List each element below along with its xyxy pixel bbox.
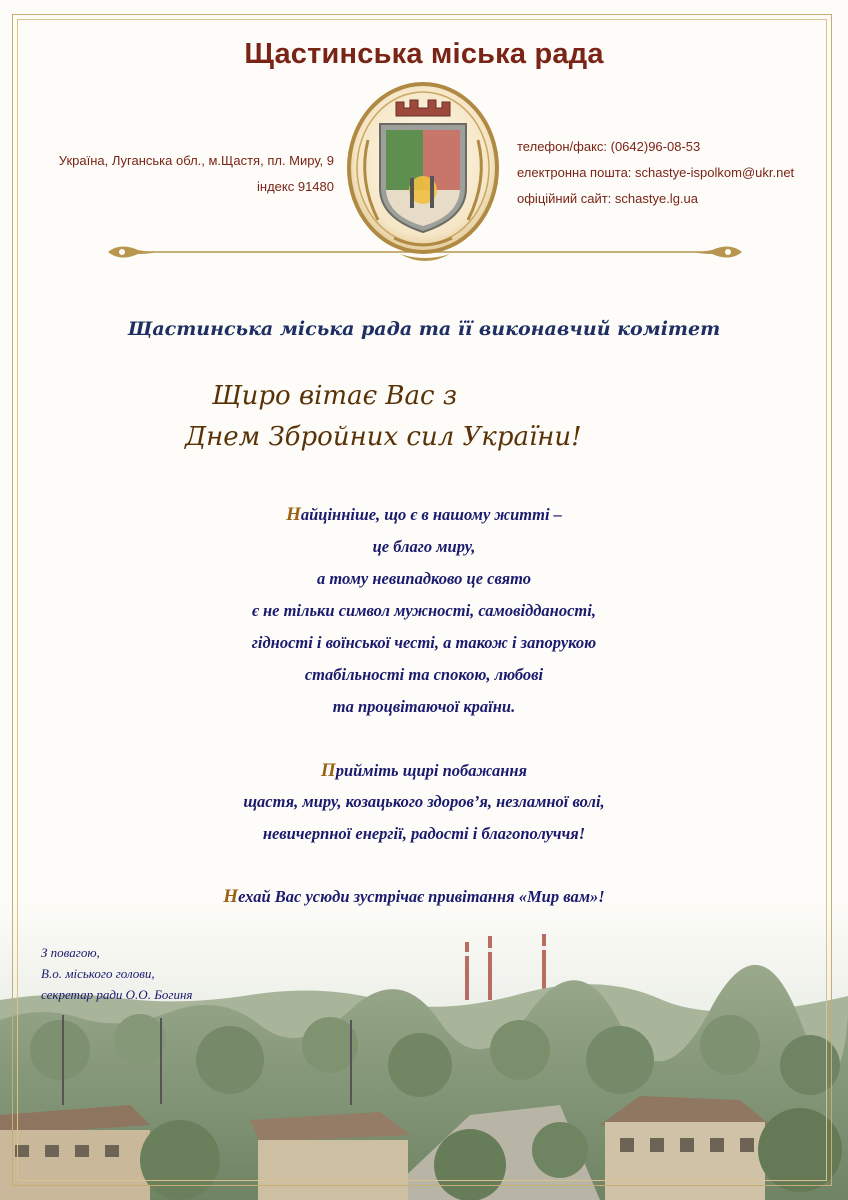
greeting-subtitle: Щастинська міська рада та її виконавчий комітет xyxy=(127,318,721,340)
drop-cap: П xyxy=(320,760,336,781)
phone-fax: телефон/факс: (0642)96-08-53 xyxy=(517,139,701,154)
city-coat-of-arms xyxy=(344,80,502,270)
paragraph-1-first-line xyxy=(60,504,788,526)
greeting-line-1: Щиро вітає Вас з xyxy=(212,381,458,411)
paragraph-1-line: є не тільки символ мужності, самовідданості, xyxy=(252,601,596,620)
paragraph-1-line: гідності і воїнської честі, а також і запорукою xyxy=(251,633,597,652)
paragraph-2-line: невичерпної енергії, радості і благополуччя! xyxy=(262,824,586,843)
paragraph-2-first-line xyxy=(60,760,788,782)
paragraph-3-text: ехай Вас усюди зустрічає привітання «Мир вам»! xyxy=(238,887,605,906)
drop-cap: Н xyxy=(223,886,239,907)
drop-cap: Н xyxy=(286,504,301,525)
paragraph-1-first-line-text: айцінніше, що є в нашому житті – xyxy=(300,505,562,524)
official-website: офіційний сайт: schastye.lg.ua xyxy=(517,191,698,206)
signature-name: секретар ради О.О. Богиня xyxy=(41,987,193,1002)
paragraph-1-line: а тому невипадково це свято xyxy=(317,569,531,588)
council-title: Щастинська міська рада xyxy=(244,38,604,70)
paragraph-2-first-line-text: рийміть щирі побажання xyxy=(335,761,528,780)
signature-regards: З повагою, xyxy=(41,945,100,960)
signature-position: В.о. міського голови, xyxy=(41,966,155,981)
paragraph-1-line: стабільності та спокою, любові xyxy=(304,665,544,684)
paragraph-1-line: та процвітаючої країни. xyxy=(332,697,516,716)
paragraph-3-line xyxy=(50,886,778,908)
email-address: електронна пошта: schastye-ispolkom@ukr.net xyxy=(517,165,795,180)
paragraph-1-line: це благо миру, xyxy=(372,537,476,556)
paragraph-2-line: щастя, миру, козацького здоров’я, незламної волі, xyxy=(243,792,605,811)
postal-index: індекс 91480 xyxy=(257,179,334,194)
greeting-line-2: Днем Збройних сил України! xyxy=(185,422,582,452)
address-line: Україна, Луганська обл., м.Щастя, пл. Миру, 9 xyxy=(58,153,334,168)
